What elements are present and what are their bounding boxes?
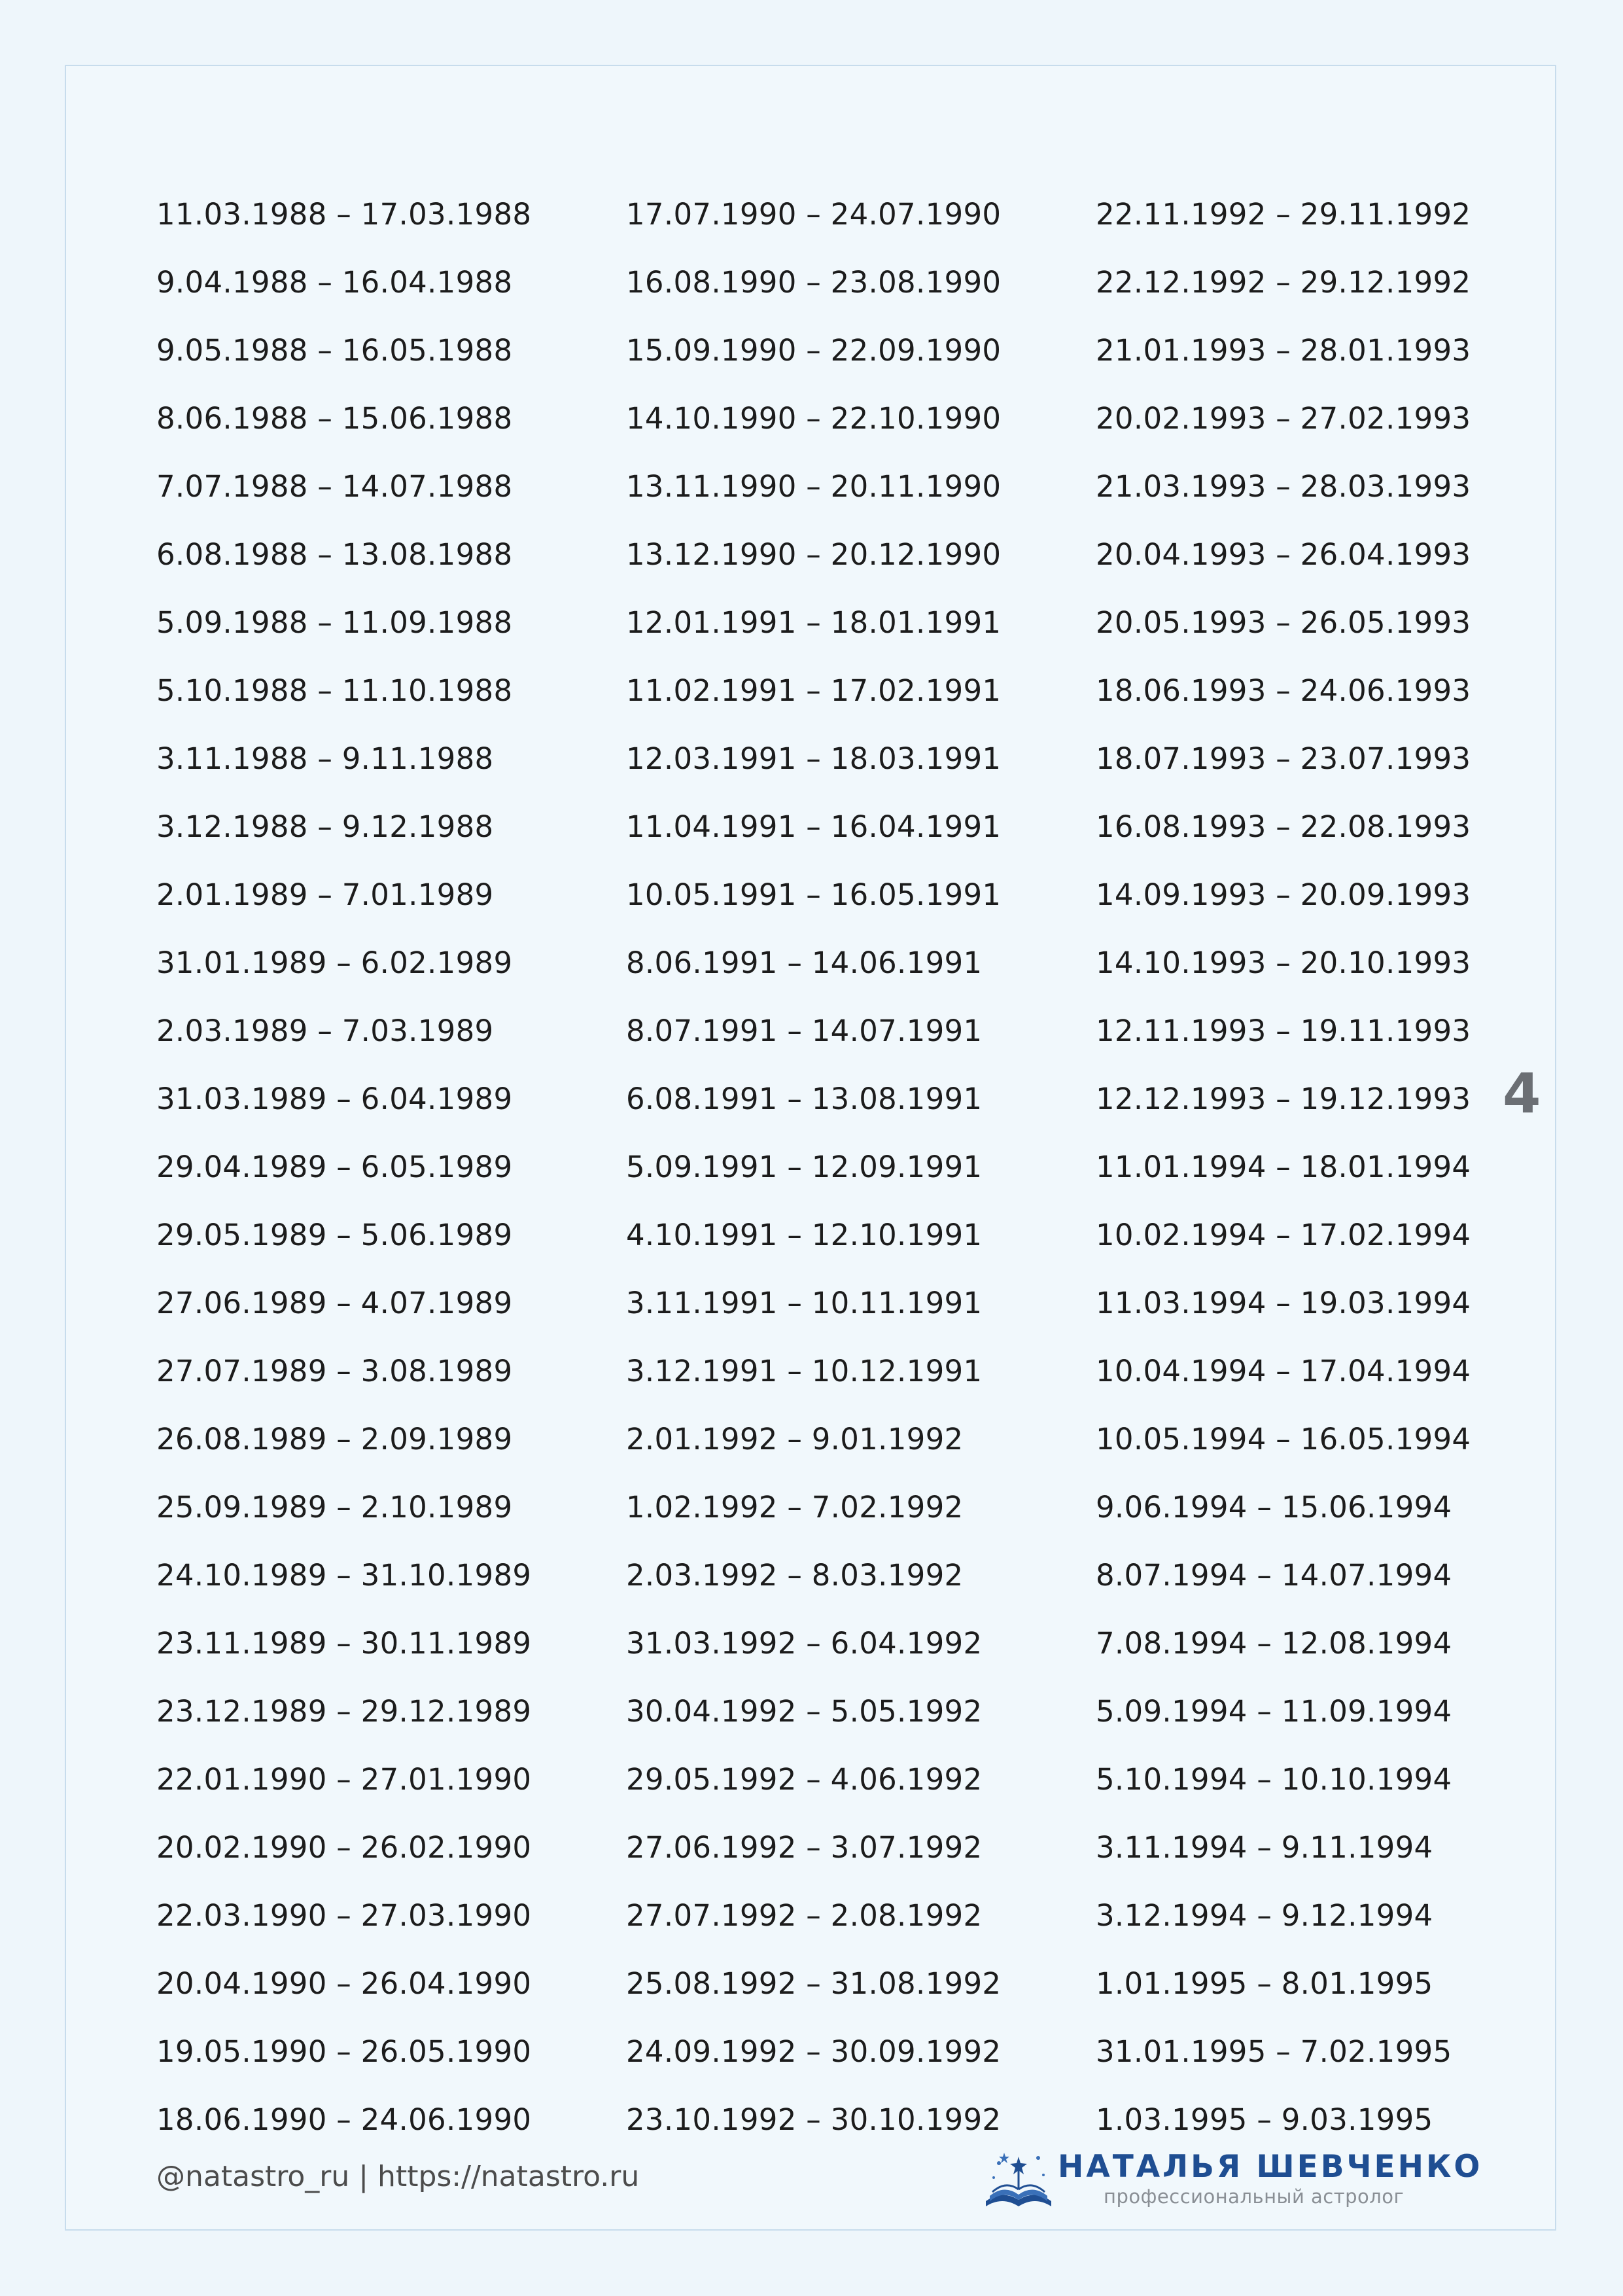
date-range-row: 15.09.1990 – 22.09.1990 — [626, 333, 1002, 368]
date-range-row: 10.05.1994 – 16.05.1994 — [1096, 1422, 1471, 1457]
date-range-row: 5.09.1991 – 12.09.1991 — [626, 1150, 983, 1184]
date-range-row: 24.09.1992 – 30.09.1992 — [626, 2034, 1002, 2069]
date-range-row: 29.05.1989 – 5.06.1989 — [156, 1218, 513, 1252]
date-range-row: 10.02.1994 – 17.02.1994 — [1096, 1218, 1471, 1252]
date-range-row: 23.11.1989 – 30.11.1989 — [156, 1626, 532, 1661]
date-range-row: 13.12.1990 – 20.12.1990 — [626, 537, 1002, 572]
footer-contact: @natastro_ru | https://natastro.ru — [156, 2160, 640, 2193]
date-range-row: 14.10.1993 – 20.10.1993 — [1096, 945, 1471, 980]
date-range-row: 22.12.1992 – 29.12.1992 — [1096, 265, 1471, 300]
date-range-row: 20.02.1990 – 26.02.1990 — [156, 1830, 532, 1865]
brand-name: НАТАЛЬЯ ШЕВЧЕНКО — [1058, 2149, 1483, 2185]
date-column-1 — [156, 181, 531, 2154]
date-range-row: 8.06.1988 – 15.06.1988 — [156, 401, 513, 436]
date-range-row: 25.08.1992 – 31.08.1992 — [626, 1966, 1002, 2001]
date-range-row: 27.06.1992 – 3.07.1992 — [626, 1830, 983, 1865]
date-range-row: 2.01.1992 – 9.01.1992 — [626, 1422, 964, 1457]
date-range-row: 20.04.1993 – 26.04.1993 — [1096, 537, 1471, 572]
open-book-with-stars-icon — [979, 2144, 1058, 2216]
date-range-row: 1.01.1995 – 8.01.1995 — [1096, 1966, 1433, 2001]
date-range-row: 23.12.1989 – 29.12.1989 — [156, 1694, 532, 1729]
document-page — [65, 65, 1556, 2231]
date-range-row: 19.05.1990 – 26.05.1990 — [156, 2034, 532, 2069]
date-range-row: 31.03.1989 – 6.04.1989 — [156, 1082, 513, 1116]
date-range-row: 4.10.1991 – 12.10.1991 — [626, 1218, 983, 1252]
date-range-row: 18.06.1990 – 24.06.1990 — [156, 2102, 532, 2137]
date-range-row: 5.09.1988 – 11.09.1988 — [156, 605, 513, 640]
date-range-row: 22.11.1992 – 29.11.1992 — [1096, 197, 1471, 232]
date-range-row: 26.08.1989 – 2.09.1989 — [156, 1422, 513, 1457]
date-range-row: 6.08.1991 – 13.08.1991 — [626, 1082, 983, 1116]
date-range-row: 6.08.1988 – 13.08.1988 — [156, 537, 513, 572]
date-range-row: 9.04.1988 – 16.04.1988 — [156, 265, 513, 300]
date-range-row: 7.08.1994 – 12.08.1994 — [1096, 1626, 1452, 1661]
date-range-row: 31.01.1995 – 7.02.1995 — [1096, 2034, 1452, 2069]
date-range-row: 24.10.1989 – 31.10.1989 — [156, 1558, 532, 1593]
date-range-row: 29.05.1992 – 4.06.1992 — [626, 1762, 983, 1797]
date-range-row: 12.01.1991 – 18.01.1991 — [626, 605, 1002, 640]
date-range-row: 11.02.1991 – 17.02.1991 — [626, 673, 1002, 708]
date-range-row: 20.02.1993 – 27.02.1993 — [1096, 401, 1471, 436]
date-range-row: 11.03.1994 – 19.03.1994 — [1096, 1286, 1471, 1320]
date-range-row: 9.06.1994 – 15.06.1994 — [1096, 1490, 1452, 1525]
date-range-row: 22.01.1990 – 27.01.1990 — [156, 1762, 532, 1797]
date-range-row: 21.01.1993 – 28.01.1993 — [1096, 333, 1471, 368]
date-range-row: 13.11.1990 – 20.11.1990 — [626, 469, 1002, 504]
brand-block — [979, 2144, 1483, 2216]
date-range-row: 7.07.1988 – 14.07.1988 — [156, 469, 513, 504]
date-range-row: 27.07.1992 – 2.08.1992 — [626, 1898, 983, 1933]
date-range-row: 18.06.1993 – 24.06.1993 — [1096, 673, 1471, 708]
page-number: 4 — [1503, 1061, 1541, 1125]
date-range-row: 1.03.1995 – 9.03.1995 — [1096, 2102, 1433, 2137]
date-range-row: 11.04.1991 – 16.04.1991 — [626, 809, 1002, 844]
date-range-row: 20.04.1990 – 26.04.1990 — [156, 1966, 532, 2001]
date-range-row: 14.10.1990 – 22.10.1990 — [626, 401, 1002, 436]
date-range-row: 14.09.1993 – 20.09.1993 — [1096, 877, 1471, 912]
date-range-row: 11.03.1988 – 17.03.1988 — [156, 197, 532, 232]
date-range-row: 2.01.1989 – 7.01.1989 — [156, 877, 494, 912]
date-range-row: 25.09.1989 – 2.10.1989 — [156, 1490, 513, 1525]
date-range-row: 16.08.1990 – 23.08.1990 — [626, 265, 1002, 300]
date-range-row: 8.07.1991 – 14.07.1991 — [626, 1014, 983, 1048]
date-range-row: 2.03.1989 – 7.03.1989 — [156, 1014, 494, 1048]
date-range-row: 3.12.1988 – 9.12.1988 — [156, 809, 494, 844]
brand-subtitle: профессиональный астролог — [1104, 2185, 1405, 2208]
date-range-row: 3.12.1991 – 10.12.1991 — [626, 1354, 983, 1388]
date-range-row: 11.01.1994 – 18.01.1994 — [1096, 1150, 1471, 1184]
date-range-row: 31.03.1992 – 6.04.1992 — [626, 1626, 983, 1661]
date-column-3 — [1096, 181, 1471, 2154]
date-range-row: 5.10.1988 – 11.10.1988 — [156, 673, 513, 708]
date-range-row: 10.05.1991 – 16.05.1991 — [626, 877, 1002, 912]
date-range-row: 2.03.1992 – 8.03.1992 — [626, 1558, 964, 1593]
date-range-row: 3.12.1994 – 9.12.1994 — [1096, 1898, 1433, 1933]
date-range-row: 18.07.1993 – 23.07.1993 — [1096, 741, 1471, 776]
date-range-row: 29.04.1989 – 6.05.1989 — [156, 1150, 513, 1184]
date-range-row: 12.12.1993 – 19.12.1993 — [1096, 1082, 1471, 1116]
date-range-row: 3.11.1994 – 9.11.1994 — [1096, 1830, 1433, 1865]
date-range-row: 23.10.1992 – 30.10.1992 — [626, 2102, 1002, 2137]
date-range-row: 20.05.1993 – 26.05.1993 — [1096, 605, 1471, 640]
date-range-row: 21.03.1993 – 28.03.1993 — [1096, 469, 1471, 504]
date-range-row: 8.06.1991 – 14.06.1991 — [626, 945, 983, 980]
date-range-row: 5.09.1994 – 11.09.1994 — [1096, 1694, 1452, 1729]
date-range-row: 10.04.1994 – 17.04.1994 — [1096, 1354, 1471, 1388]
date-range-row: 12.03.1991 – 18.03.1991 — [626, 741, 1002, 776]
date-range-row: 30.04.1992 – 5.05.1992 — [626, 1694, 983, 1729]
date-range-row: 8.07.1994 – 14.07.1994 — [1096, 1558, 1452, 1593]
date-range-row: 17.07.1990 – 24.07.1990 — [626, 197, 1002, 232]
date-range-row: 16.08.1993 – 22.08.1993 — [1096, 809, 1471, 844]
date-range-row: 12.11.1993 – 19.11.1993 — [1096, 1014, 1471, 1048]
date-range-row: 3.11.1991 – 10.11.1991 — [626, 1286, 983, 1320]
date-range-row: 9.05.1988 – 16.05.1988 — [156, 333, 513, 368]
date-range-row: 3.11.1988 – 9.11.1988 — [156, 741, 494, 776]
date-range-row: 27.06.1989 – 4.07.1989 — [156, 1286, 513, 1320]
date-range-row: 5.10.1994 – 10.10.1994 — [1096, 1762, 1452, 1797]
date-range-row: 27.07.1989 – 3.08.1989 — [156, 1354, 513, 1388]
date-range-row: 1.02.1992 – 7.02.1992 — [626, 1490, 964, 1525]
date-column-2 — [626, 181, 1001, 2154]
date-range-row: 31.01.1989 – 6.02.1989 — [156, 945, 513, 980]
date-range-row: 22.03.1990 – 27.03.1990 — [156, 1898, 532, 1933]
